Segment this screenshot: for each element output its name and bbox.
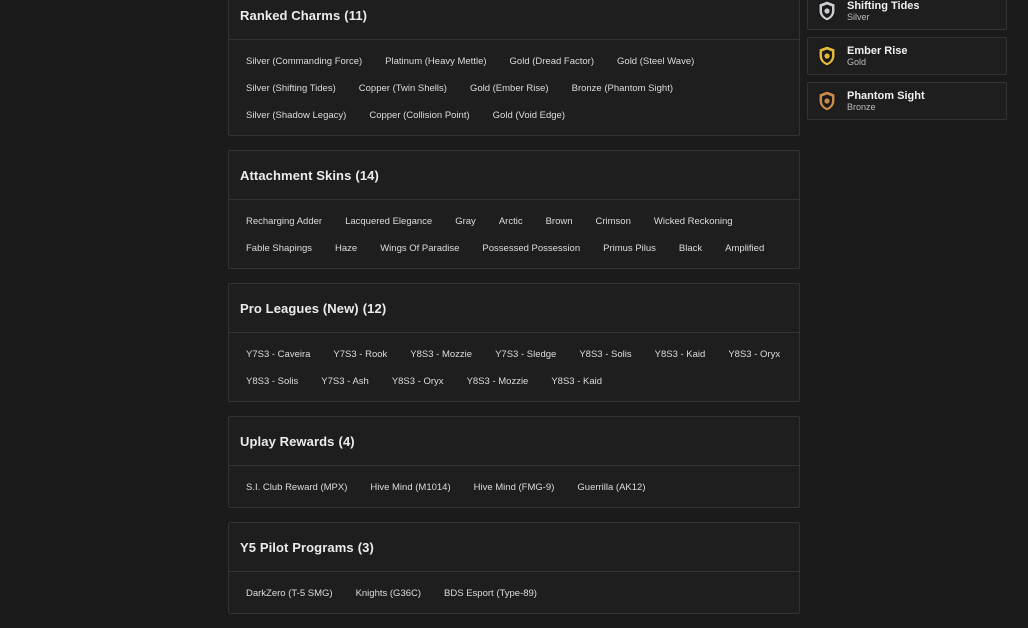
section-title (229, 0, 799, 40)
item-chip[interactable]: Primus Pilus (603, 243, 656, 254)
item-row (239, 368, 789, 395)
item-chip[interactable]: Hive Mind (FMG-9) (473, 482, 555, 493)
section-count: (11) (344, 7, 368, 23)
item-chip[interactable]: Gold (Void Edge) (492, 110, 566, 121)
item-chip[interactable]: Y8S3 - Oryx (728, 349, 781, 360)
item-chip[interactable]: Bronze (Phantom Sight) (571, 83, 673, 94)
section-pro-leagues-new (228, 283, 800, 402)
section-title (229, 523, 799, 572)
item-chip[interactable]: Y8S3 - Kaid (654, 349, 706, 360)
charm-name: Phantom Sight (847, 89, 925, 102)
item-chip[interactable]: BDS Esport (Type-89) (444, 588, 537, 599)
item-chip[interactable]: Crimson (595, 216, 631, 227)
item-chip[interactable]: Y8S3 - Solis (579, 349, 632, 360)
section-title-text: Uplay Rewards (240, 433, 335, 449)
recent-charm-card[interactable] (807, 0, 1007, 30)
recent-charm-card[interactable] (807, 82, 1007, 120)
recent-charm-text (847, 0, 920, 22)
section-count: (4) (338, 433, 355, 449)
item-chip[interactable]: Silver (Commanding Force) (246, 56, 363, 67)
item-row (239, 102, 789, 129)
section-count: (12) (362, 300, 387, 316)
section-title-text: Attachment Skins (240, 167, 352, 183)
recent-charm-card[interactable] (807, 37, 1007, 75)
section-y5-pilot-programs (228, 522, 800, 614)
item-row (239, 474, 789, 501)
item-chip[interactable]: Copper (Collision Point) (369, 110, 470, 121)
section-count: (3) (357, 539, 374, 555)
item-chip[interactable]: Copper (Twin Shells) (358, 83, 447, 94)
section-title-text: Ranked Charms (240, 7, 341, 23)
item-row (239, 235, 789, 262)
charm-name: Ember Rise (847, 44, 908, 57)
item-chip[interactable]: Hive Mind (M1014) (370, 482, 451, 493)
recent-charm-text (847, 90, 925, 113)
item-chip[interactable]: Fable Shapings (246, 243, 313, 254)
section-items (229, 466, 799, 507)
section-items (229, 333, 799, 401)
item-chip[interactable]: Y8S3 - Mozzie (410, 349, 473, 360)
item-chip[interactable]: Silver (Shifting Tides) (246, 83, 336, 94)
item-chip[interactable]: Gold (Ember Rise) (469, 83, 549, 94)
section-title-text: Pro Leagues (New) (240, 300, 359, 316)
item-chip[interactable]: Y8S3 - Oryx (391, 376, 444, 387)
section-title-text: Y5 Pilot Programs (240, 539, 354, 555)
item-row (239, 75, 789, 102)
item-chip[interactable]: Gray (455, 216, 476, 227)
collection-main (228, 0, 800, 628)
recent-charm-text (847, 45, 908, 68)
item-row (239, 580, 789, 607)
charm-tier: Bronze (847, 101, 876, 112)
item-chip[interactable]: Platinum (Heavy Mettle) (385, 56, 487, 67)
section-count: (14) (355, 167, 379, 183)
item-chip[interactable]: Gold (Dread Factor) (509, 56, 595, 67)
charm-name: Shifting Tides (847, 0, 920, 12)
item-chip[interactable]: Amplified (725, 243, 765, 254)
item-chip[interactable]: Y8S3 - Kaid (551, 376, 603, 387)
section-items (229, 40, 799, 135)
item-chip[interactable]: Possessed Possession (482, 243, 581, 254)
item-chip[interactable]: Haze (335, 243, 358, 254)
charm-badge-icon (817, 0, 837, 22)
item-chip[interactable]: Gold (Steel Wave) (617, 56, 695, 67)
item-chip[interactable]: Brown (545, 216, 573, 227)
charm-badge-icon (817, 45, 837, 67)
item-chip[interactable]: Recharging Adder (246, 216, 323, 227)
recent-charms-sidebar (807, 0, 1007, 127)
item-chip[interactable]: Y8S3 - Mozzie (466, 376, 529, 387)
item-chip[interactable]: Y8S3 - Solis (246, 376, 299, 387)
charm-tier: Silver (847, 11, 870, 22)
section-title (229, 284, 799, 333)
item-chip[interactable]: Wings Of Paradise (380, 243, 460, 254)
section-attachment-skins (228, 150, 800, 269)
section-items (229, 572, 799, 613)
item-chip[interactable]: S.I. Club Reward (MPX) (246, 482, 348, 493)
section-uplay-rewards (228, 416, 800, 508)
item-chip[interactable]: Arctic (498, 216, 523, 227)
section-ranked-charms (228, 0, 800, 136)
item-chip[interactable]: Guerrilla (AK12) (577, 482, 646, 493)
section-title (229, 417, 799, 466)
charm-badge-icon (817, 90, 837, 112)
item-row (239, 48, 789, 75)
item-row (239, 208, 789, 235)
item-chip[interactable]: Y7S3 - Caveira (246, 349, 311, 360)
charm-tier: Gold (847, 56, 867, 67)
item-row (239, 341, 789, 368)
item-chip[interactable]: Lacquered Elegance (345, 216, 433, 227)
item-chip[interactable]: Knights (G36C) (355, 588, 422, 599)
item-chip[interactable]: Silver (Shadow Legacy) (246, 110, 347, 121)
item-chip[interactable]: Wicked Reckoning (653, 216, 733, 227)
item-chip[interactable]: Black (678, 243, 703, 254)
item-chip[interactable]: Y7S3 - Rook (333, 349, 388, 360)
section-title (229, 151, 799, 200)
item-chip[interactable]: Y7S3 - Ash (321, 376, 369, 387)
section-items (229, 200, 799, 268)
item-chip[interactable]: Y7S3 - Sledge (495, 349, 557, 360)
item-chip[interactable]: DarkZero (T-5 SMG) (246, 588, 333, 599)
